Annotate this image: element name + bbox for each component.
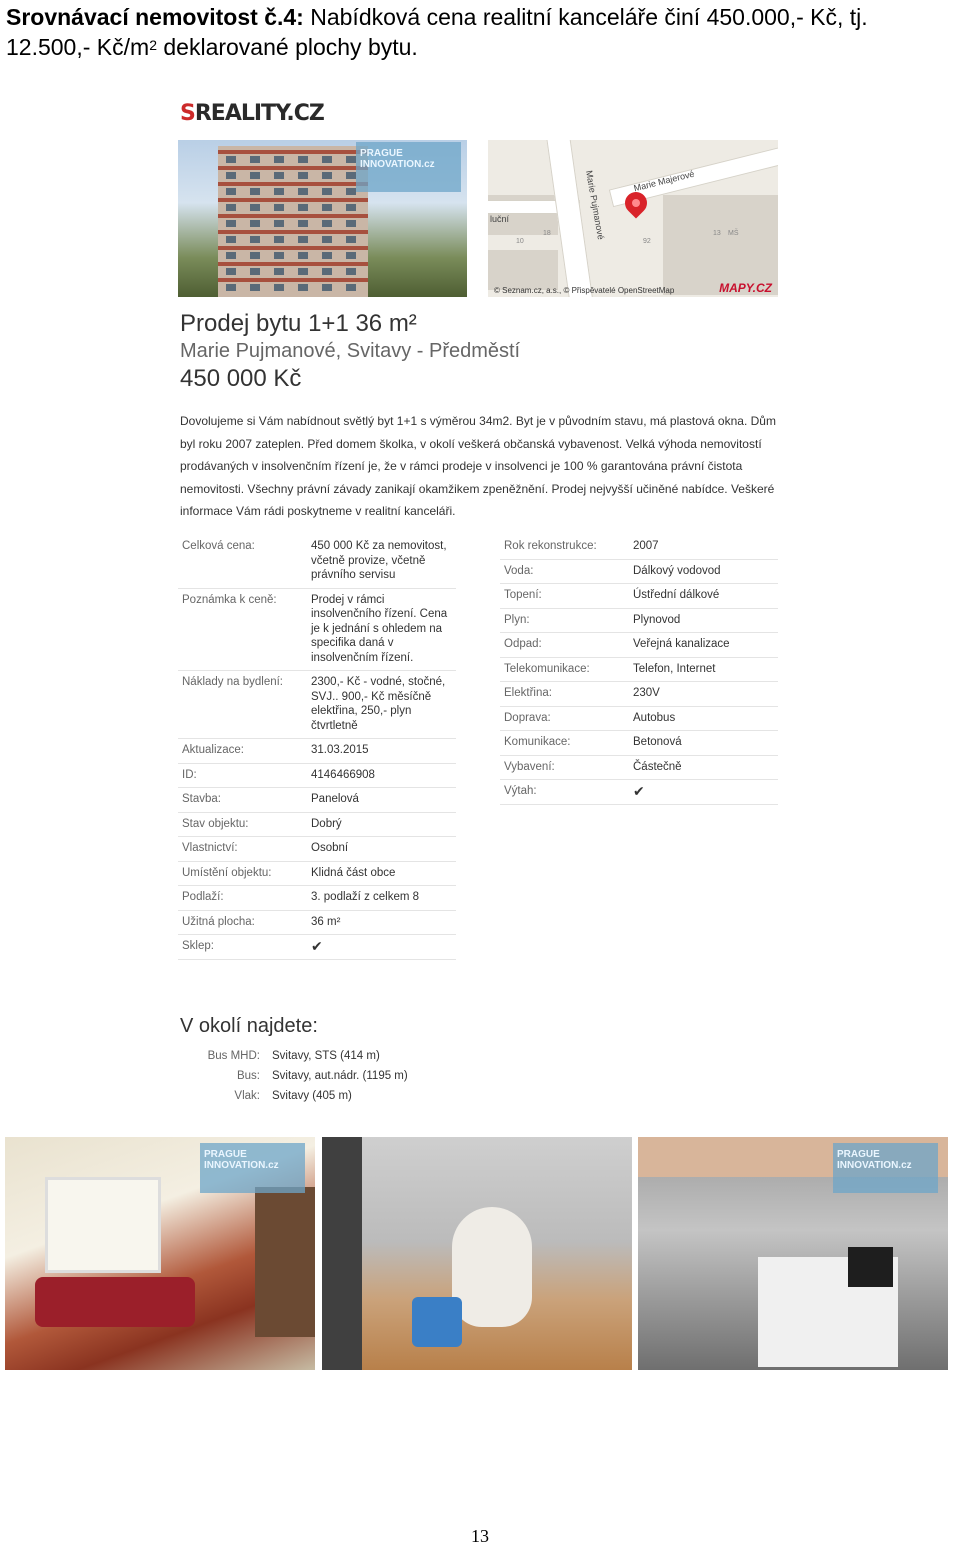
param-value: Dálkový vodovod <box>633 564 721 577</box>
param-label: Elektřina: <box>504 687 552 699</box>
nearby-value: Svitavy, STS (414 m) <box>272 1050 380 1062</box>
listing-title: Prodej bytu 1+1 36 m² <box>180 310 417 337</box>
param-value: Betonová <box>633 736 682 748</box>
param-row <box>178 535 456 589</box>
param-value: Plynovod <box>633 613 681 626</box>
mapy-logo: MAPY.CZ <box>719 281 772 295</box>
param-label: Umístění objektu: <box>182 866 272 879</box>
heading <box>6 2 956 62</box>
page-number: 13 <box>471 1526 489 1546</box>
param-label: Vlastnictví: <box>182 842 238 854</box>
param-value: Částečně <box>633 760 682 773</box>
panel-building <box>218 146 368 297</box>
living-room-photo <box>5 1137 315 1370</box>
map-credit: © Seznam.cz, a.s., © Přispěvatelé OpenStreetMap <box>494 286 675 295</box>
param-row <box>500 560 778 585</box>
param-value: 230V <box>633 687 660 699</box>
param-label: Celková cena: <box>182 540 255 552</box>
params-right <box>500 535 778 805</box>
param-label: Odpad: <box>504 638 542 650</box>
nearby-label: Bus: <box>236 1070 260 1082</box>
heading-sup: 2 <box>149 37 157 53</box>
param-row <box>178 671 456 739</box>
param-label: Stavba: <box>182 793 221 805</box>
check-icon: ✔ <box>311 938 323 954</box>
check-icon: ✔ <box>633 783 645 799</box>
param-value: Dobrý <box>311 817 342 830</box>
nearby-value: Svitavy (405 m) <box>272 1090 352 1102</box>
param-value: Autobus <box>633 711 676 724</box>
param-label: Vybavení: <box>504 760 555 773</box>
param-row <box>178 764 456 789</box>
param-value: 2007 <box>633 540 659 552</box>
listing-address: Marie Pujmanové, Svitavy - Předměstí <box>180 340 521 362</box>
heading-text: Nabídková cena realitní kanceláře činí 450.000,- Kč, tj. 12.500,- Kč/m <box>6 4 868 60</box>
param-label: Rok rekonstrukce: <box>504 540 597 552</box>
param-label: Topení: <box>504 589 542 601</box>
photo-watermark: PRAGUE INNOVATION.cz <box>833 1143 938 1193</box>
heading-suffix: deklarované plochy bytu. <box>163 34 418 60</box>
toilet-photo <box>322 1137 632 1370</box>
param-row <box>500 756 778 781</box>
param-row <box>500 609 778 634</box>
param-row <box>178 837 456 862</box>
listing-price: 450 000 Kč <box>180 365 302 392</box>
bathroom-photo <box>638 1137 948 1370</box>
param-row <box>500 731 778 756</box>
param-label: Náklady na bydlení: <box>182 676 284 688</box>
building-photo <box>178 140 467 297</box>
params-left <box>178 535 456 960</box>
param-row <box>178 862 456 887</box>
listing-description: Dovolujeme si Vám nabídnout světlý byt 1+1 s výměrou 34m2. Byt je v původním stavu, má plastová okna. Dům byl roku 2007 zateplen. Před domem školka, v okolí veškerá občanská vybavenost. Velká výhoda nemovitostí prodávaných v insolvenčním řízení je, že v rámci prodeje v insolvenci je 100 % garantována právní čistota nemovitosti. Všechny právní závady zanikají okamžikem zpeněžnění. Prodej nejvyšší učiněné nabídce. Veškeré informace Vám rádi poskytneme v realitní kanceláři. <box>180 414 776 518</box>
param-label: Plyn: <box>504 613 530 626</box>
param-label: Telekomunikace: <box>504 662 590 675</box>
param-row <box>178 935 456 960</box>
param-row <box>178 886 456 911</box>
param-value: Ústřední dálkové <box>633 589 720 601</box>
param-value: Telefon, Internet <box>633 662 716 675</box>
param-row <box>500 780 778 805</box>
nearby-item <box>178 1066 408 1086</box>
param-label: Voda: <box>504 564 534 577</box>
param-value: 3. podlaží z celkem 8 <box>311 891 420 903</box>
param-value: 2300,- Kč - vodné, stočné, SVJ.. 900,- Kč měsíčně elektřina, 250,- plyn čtvrtletně <box>311 676 446 732</box>
param-value: Klidná část obce <box>311 866 396 879</box>
nearby-value: Svitavy, aut.nádr. (1195 m) <box>272 1070 408 1082</box>
param-row <box>500 707 778 732</box>
param-label: Komunikace: <box>504 736 571 748</box>
nearby-item <box>178 1086 408 1106</box>
sreality-logo: SREALITY.CZ <box>180 101 324 126</box>
param-value: Panelová <box>311 793 359 805</box>
param-label: Podlaží: <box>182 891 224 903</box>
param-label: Sklep: <box>182 940 214 952</box>
photo-watermark: PRAGUE INNOVATION.cz <box>356 142 461 192</box>
param-row <box>500 584 778 609</box>
param-value: Osobní <box>311 842 349 854</box>
param-label: ID: <box>182 768 197 781</box>
param-value: 31.03.2015 <box>311 744 369 756</box>
heading-prefix: Srovnávací nemovitost č.4: <box>6 4 304 30</box>
param-row <box>178 813 456 838</box>
nearby-label: Vlak: <box>234 1090 260 1102</box>
location-map: Marie Pujmanové Marie Majerové luční 10 18 92 13 MŠ © Seznam.cz, a.s., © Přispěvatelé OpenStreetMap MAPY.CZ <box>488 140 778 297</box>
param-row <box>500 535 778 560</box>
param-row <box>178 788 456 813</box>
listing-card <box>178 95 780 1110</box>
nearby-title: V okolí najdete: <box>180 1015 318 1037</box>
photo-watermark: PRAGUE INNOVATION.cz <box>200 1143 305 1193</box>
param-row <box>500 633 778 658</box>
param-value: 4146466908 <box>311 768 375 781</box>
nearby-label: Bus MHD: <box>207 1050 260 1062</box>
nearby-item <box>178 1046 408 1066</box>
param-value: Veřejná kanalizace <box>633 638 730 650</box>
param-row <box>500 658 778 683</box>
param-row <box>500 682 778 707</box>
param-row <box>178 589 456 672</box>
param-value: 36 m² <box>311 915 341 928</box>
param-value: Prodej v rámci insolvenčního řízení. Cena je k jednání s ohledem na specifika daná v insolvenčním řízení. <box>311 593 448 664</box>
param-label: Poznámka k ceně: <box>182 593 277 606</box>
param-label: Aktualizace: <box>182 744 245 756</box>
param-value: 450 000 Kč za nemovitost, včetně provize, včetně právního servisu <box>311 540 447 581</box>
param-label: Užitná plocha: <box>182 915 255 928</box>
nearby-list <box>178 1046 408 1106</box>
param-label: Doprava: <box>504 711 551 724</box>
param-label: Stav objektu: <box>182 817 249 830</box>
param-label: Výtah: <box>504 785 537 797</box>
param-row <box>178 911 456 936</box>
param-row <box>178 739 456 764</box>
